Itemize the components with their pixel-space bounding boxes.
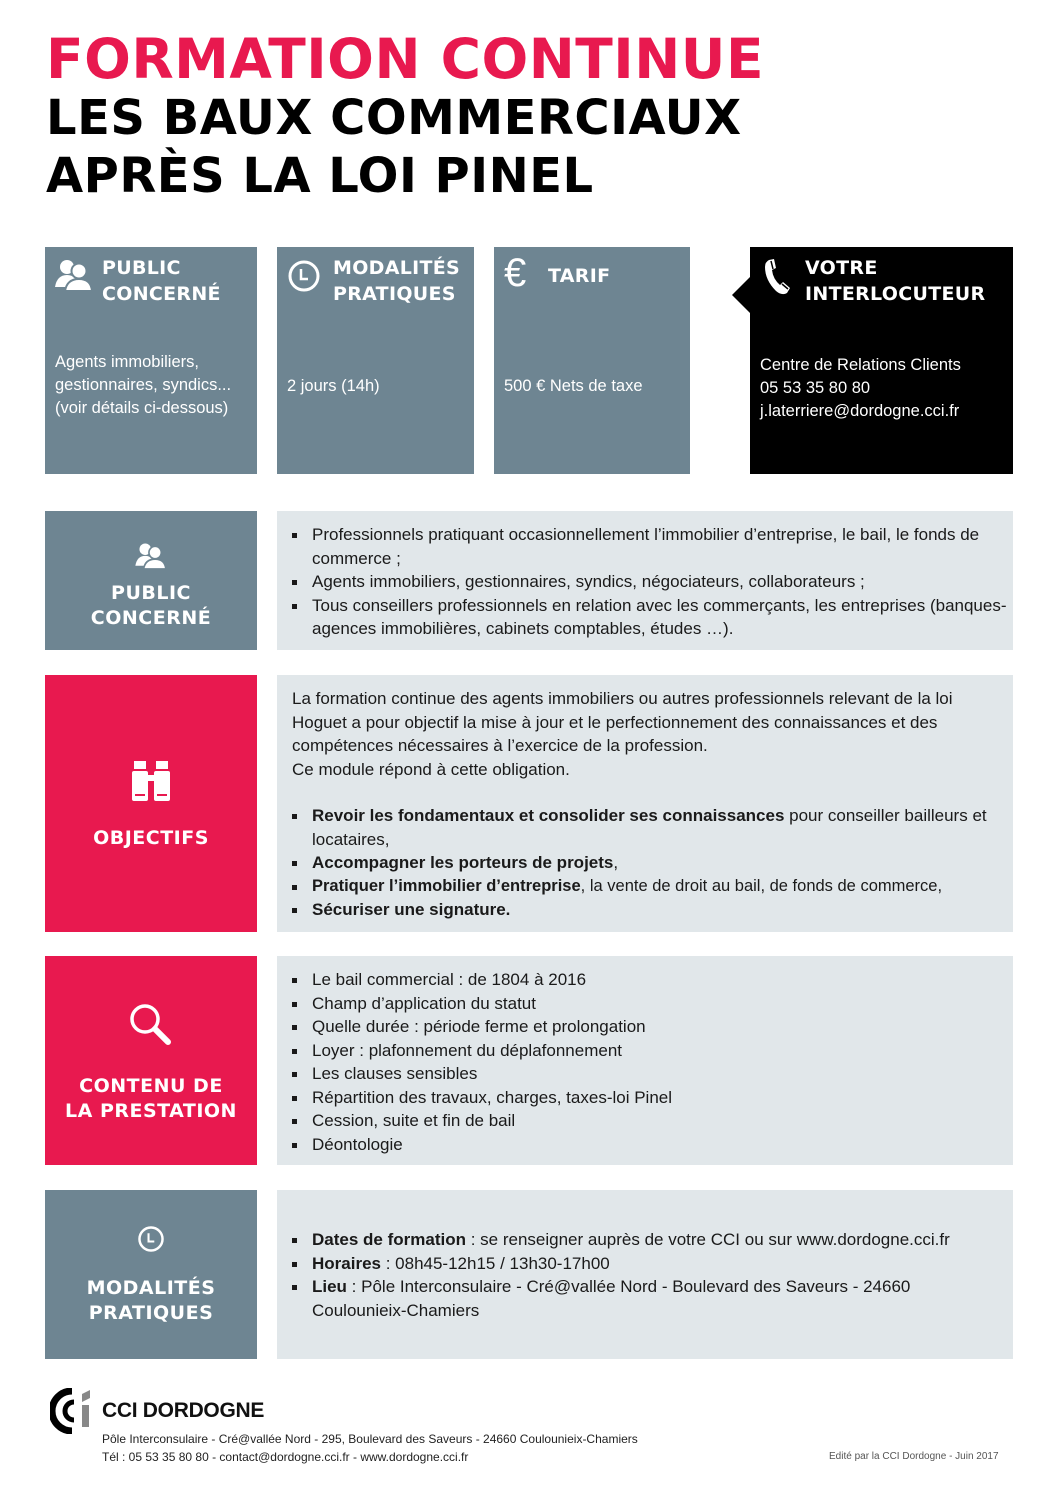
footer-edition: Edité par la CCI Dordogne - Juin 2017	[829, 1451, 999, 1462]
section-modalites-label2: PRATIQUES	[88, 1302, 214, 1324]
clock-icon	[137, 1225, 165, 1253]
list-item: Cession, suite et fin de bail	[277, 1109, 1013, 1133]
euro-icon: €	[504, 251, 527, 295]
phone-icon	[762, 257, 792, 297]
section-objectifs-label: OBJECTIFS	[93, 827, 209, 849]
list-item	[277, 804, 1013, 851]
page-title: FORMATION CONTINUE	[46, 27, 765, 91]
list-item	[277, 851, 1013, 875]
list-item	[277, 1228, 1013, 1252]
item-rest: : se renseigner auprès de votre CCI ou sur www.dordogne.cci.fr	[465, 1230, 950, 1249]
objectifs-intro: Ce module répond à cette obligation.	[292, 759, 570, 779]
list-item: Agents immobiliers, gestionnaires, syndics, négociateurs, collaborateurs ;	[277, 570, 1013, 594]
card-modalites-title1: MODALITÉS	[333, 257, 461, 279]
list-item: Le bail commercial : de 1804 à 2016	[277, 968, 1013, 992]
list-item: Loyer : plafonnement du déplafonnement	[277, 1039, 1013, 1063]
section-contenu-label1: CONTENU DE	[79, 1075, 223, 1097]
page-subtitle-line2: APRÈS LA LOI PINEL	[46, 148, 594, 204]
card-contact-title1: VOTRE	[805, 257, 878, 279]
item-bold: Sécuriser une signature.	[312, 900, 511, 919]
binoculars-icon	[131, 761, 171, 801]
section-public-panel	[277, 511, 1013, 650]
item-bold: Revoir les fondamentaux et consolider ses connaissances	[312, 806, 785, 825]
item-rest: ,	[613, 853, 619, 872]
footer-address: Pôle Interconsulaire - Cré@vallée Nord - 295, Boulevard des Saveurs - 24660 Coulounieix-Chamiers	[102, 1432, 638, 1446]
speech-notch	[732, 277, 750, 313]
item-bold: Accompagner les porteurs de projets	[312, 853, 614, 872]
contact-center: Centre de Relations Clients	[760, 356, 961, 374]
card-modalites-title2: PRATIQUES	[333, 283, 456, 305]
item-bold: Pratiquer l’immobilier d’entreprise	[312, 876, 581, 895]
list-item	[277, 898, 1013, 922]
list-item: Tous conseillers professionnels en relation avec les commerçants, les entreprises (banques- agences immobilières, cabinets comptables, études …).	[277, 594, 1013, 641]
card-public-line: gestionnaires, syndics...	[55, 376, 232, 394]
objectifs-intro: La formation continue des agents immobiliers ou autres professionnels relevant de la loi Hoguet a pour objectif la mise à jour et le perfectionnement des connaissances et des compétences nécessaires à l’exercice de la profession.	[292, 689, 953, 755]
card-public-title1: PUBLIC	[102, 257, 181, 279]
contact-phone[interactable]: 05 53 35 80 80	[760, 379, 871, 397]
card-public-line: Agents immobiliers,	[55, 353, 199, 371]
section-objectifs-label-box	[45, 675, 257, 932]
section-contenu-panel	[277, 956, 1013, 1165]
footer-logo-text: CCI DORDOGNE	[102, 1399, 265, 1422]
card-tarif-title: TARIF	[548, 265, 611, 287]
list-item: Répartition des travaux, charges, taxes-loi Pinel	[277, 1086, 1013, 1110]
card-contact-title2: INTERLOCUTEUR	[805, 283, 986, 305]
item-bold: Horaires	[312, 1253, 381, 1273]
section-modalites-panel	[277, 1190, 1013, 1359]
item-bold: Dates de formation	[312, 1230, 466, 1249]
section-public-label1: PUBLIC	[111, 582, 191, 604]
item-rest: : Pôle Interconsulaire - Cré@vallée Nord - Boulevard des Saveurs - 24660 Coulounieix-Chamiers	[312, 1277, 911, 1320]
section-modalites-label-box	[45, 1190, 257, 1359]
list-item	[277, 1275, 1013, 1322]
list-item	[277, 875, 1013, 899]
item-rest: : 08h45-12h15 / 13h30-17h00	[380, 1253, 610, 1273]
page-subtitle-line1: LES BAUX COMMERCIAUX	[46, 90, 742, 146]
list-item: Les clauses sensibles	[277, 1062, 1013, 1086]
list-item: Professionnels pratiquant occasionnellement l’immobilier d’entreprise, le bail, le fonds de commerce ;	[277, 523, 1013, 570]
card-tarif-value: 500 € Nets de taxe	[504, 377, 643, 395]
section-contenu-label-box	[45, 956, 257, 1165]
section-modalites-label1: MODALITÉS	[86, 1277, 216, 1299]
card-public-line: (voir détails ci-dessous)	[55, 399, 229, 417]
footer-contact: Tél : 05 53 35 80 80 - contact@dordogne.cci.fr - www.dordogne.cci.fr	[102, 1450, 469, 1464]
card-contact	[750, 247, 1013, 474]
item-rest: pour conseiller bailleurs et locataires,	[312, 806, 987, 849]
magnifier-icon	[128, 1002, 174, 1048]
list-item: Déontologie	[277, 1133, 1013, 1157]
card-modalites	[277, 247, 474, 474]
card-public	[45, 247, 257, 474]
users-icon	[135, 541, 167, 569]
section-public-label-box	[45, 511, 257, 650]
clock-icon	[287, 259, 321, 293]
cci-logo-icon	[50, 1388, 94, 1434]
card-tarif	[494, 247, 690, 474]
card-modalites-value: 2 jours (14h)	[287, 377, 380, 395]
section-objectifs-panel	[277, 675, 1013, 932]
section-contenu-label2: LA PRESTATION	[65, 1100, 237, 1122]
list-item: Quelle durée : période ferme et prolongation	[277, 1015, 1013, 1039]
list-item: Champ d’application du statut	[277, 992, 1013, 1016]
item-bold: Lieu	[312, 1277, 347, 1296]
card-public-title2: CONCERNÉ	[102, 283, 221, 305]
section-public-label2: CONCERNÉ	[90, 607, 212, 629]
item-rest: , la vente de droit au bail, de fonds de commerce,	[580, 876, 943, 895]
contact-email[interactable]: j.laterriere@dordogne.cci.fr	[760, 402, 960, 420]
users-icon	[55, 257, 93, 293]
list-item	[277, 1252, 1013, 1276]
